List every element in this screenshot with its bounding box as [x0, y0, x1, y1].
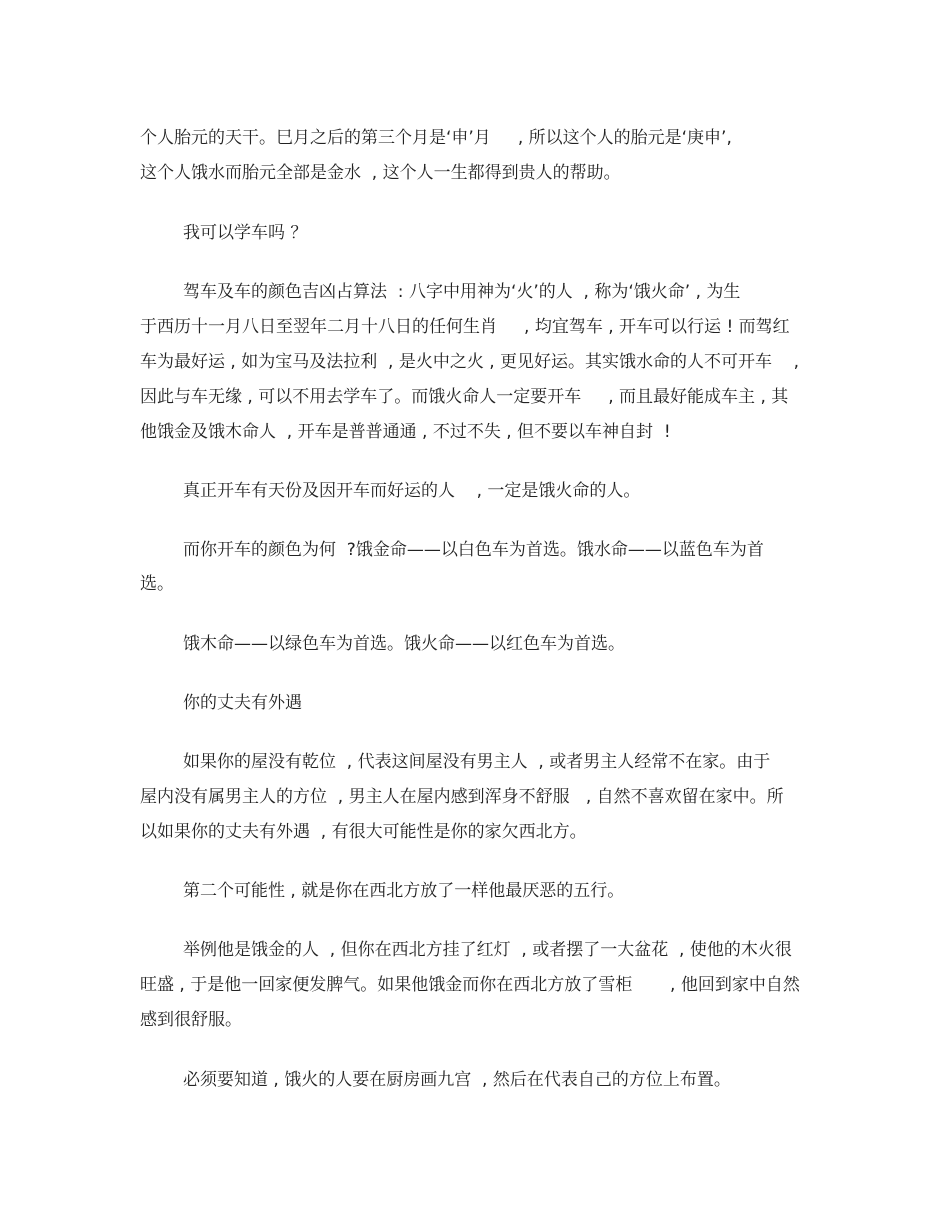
paragraph-line: 而你开车的颜色为何 ?饿金命——以白色车为首选。饿水命——以蓝色车为首 — [183, 540, 764, 560]
paragraph-line: 车为最好运 , 如为宝马及法拉利 , 是火中之火 , 更见好运。其实饿水命的人不可开车 , — [140, 352, 800, 372]
paragraph-line: 这个人饿水而胎元全部是金水 , 这个人一生都得到贵人的帮助。 — [140, 163, 621, 183]
paragraph-line: 驾车及车的颜色吉凶占算法 : 八字中用神为‘火’的人 , 称为‘饿火命’ , 为生 — [183, 282, 741, 302]
section-heading: 我可以学车吗 ？ — [183, 223, 308, 243]
paragraph-line: 饿木命——以绿色车为首选。饿火命——以红色车为首选。 — [183, 634, 625, 654]
paragraph-line: 第二个可能性 , 就是你在西北方放了一样他最厌恶的五行。 — [183, 881, 625, 901]
paragraph-line: 因此与车无缘 , 可以不用去学车了。而饿火命人一定要开车 , 而且最好能成车主 , 其 — [140, 387, 789, 407]
paragraph-line: 感到很舒服。 — [140, 1010, 242, 1030]
section-heading: 你的丈夫有外遇 — [183, 693, 302, 713]
paragraph-line: 他饿金及饿木命人 , 开车是普普通通 , 不过不失 , 但不要以车神自封 ! — [140, 422, 671, 442]
paragraph-line: 必须要知道 , 饿火的人要在厨房画九宫 , 然后在代表自己的方位上布置。 — [183, 1070, 731, 1090]
paragraph-line: 举例他是饿金的人 , 但你在西北方挂了红灯 , 或者摆了一大盆花 , 使他的木火很 — [183, 940, 792, 960]
paragraph-line: 以如果你的丈夫有外遇 , 有很大可能性是你的家欠西北方。 — [140, 822, 587, 842]
paragraph-line: 屋内没有属男主人的方位 , 男主人在屋内感到浑身不舒服 , 自然不喜欢留在家中。所 — [140, 787, 784, 807]
paragraph-line: 于西历十一月八日至翌年二月十八日的任何生肖 , 均宜驾车 , 开车可以行运 ! 而驾红 — [140, 317, 790, 337]
paragraph-line: 真正开车有天份及因开车而好运的人 , 一定是饿火命的人。 — [183, 481, 641, 501]
paragraph-line: 旺盛 , 于是他一回家便发脾气。如果他饿金而你在西北方放了雪柜 , 他回到家中自然 — [140, 975, 800, 995]
paragraph-line: 如果你的屋没有乾位 , 代表这间屋没有男主人 , 或者男主人经常不在家。由于 — [183, 752, 771, 772]
paragraph-line: 选。 — [140, 574, 174, 594]
paragraph-line: 个人胎元的天干。巳月之后的第三个月是‘申’月 , 所以这个人的胎元是‘庚申’, — [140, 128, 732, 148]
